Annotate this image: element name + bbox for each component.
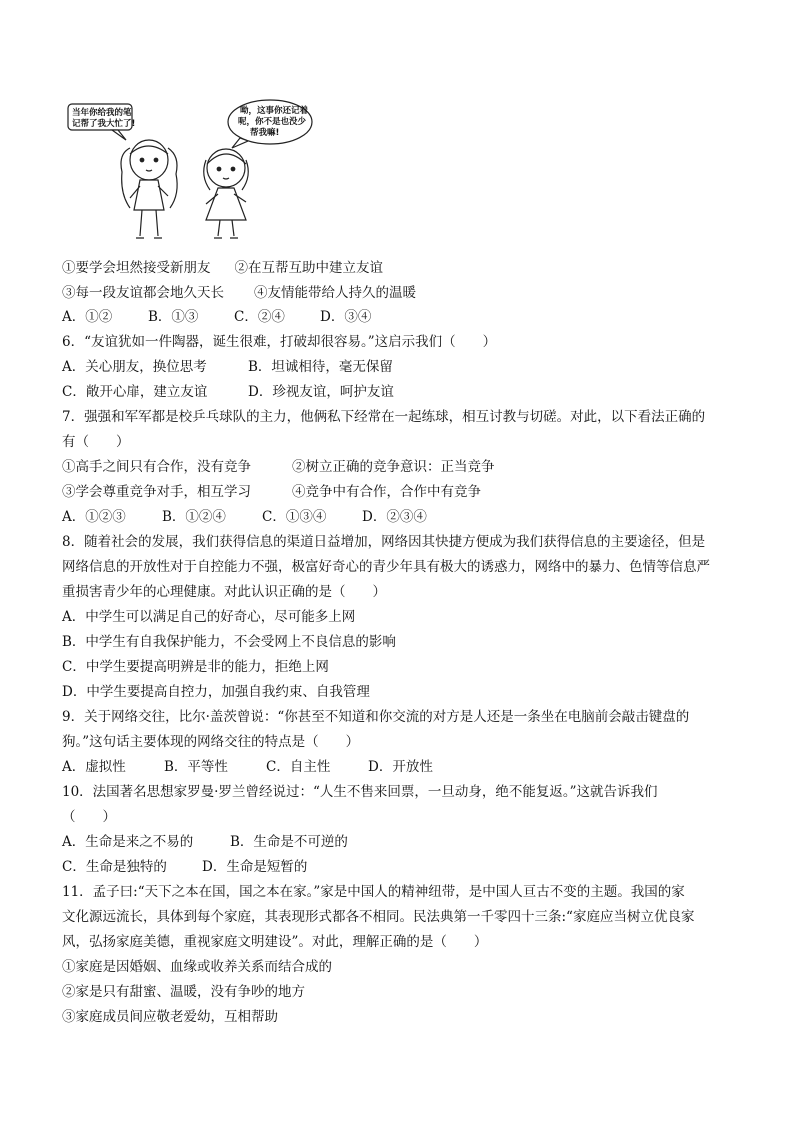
q6-option-b[interactable]: B．坦诚相待，毫无保留 (248, 359, 393, 375)
q10-stem-line-1: 10．法国著名思想家罗曼·罗兰曾经说过：“人生不售来回票，一旦动身，绝不能复返。”这就告诉我们 (62, 784, 658, 800)
q8-option-c[interactable]: C．中学生要提高明辨是非的能力，拒绝上网 (62, 659, 329, 675)
q5-option-b[interactable]: B．①③ (148, 309, 199, 325)
right-bubble-line-3: 帮我嘛! (250, 128, 280, 138)
q5-statement-2: ②在互帮互助中建立友谊 (234, 260, 383, 276)
q6-options-row-1 (62, 357, 393, 377)
right-speech-bubble (228, 100, 312, 148)
q6-option-a[interactable]: A．关心朋友，换位思考 (62, 359, 207, 375)
q10-option-c[interactable]: C．生命是独特的 (62, 859, 167, 875)
q6-stem: 6．“友谊犹如一件陶器，诞生很难，打破却很容易。”这启示我们（ ） (62, 334, 497, 350)
q8-stem-line-2: 网络信息的开放性对于自控能力不强，极富好奇心的青少年具有极大的诱惑力，网络中的暴力、色情等信息严 (62, 559, 710, 575)
q5-option-a[interactable]: A．①② (62, 309, 113, 325)
q5-option-c[interactable]: C．②④ (234, 309, 285, 325)
q7-statements-row-1 (62, 457, 495, 477)
q9-option-c[interactable]: C．自主性 (266, 759, 331, 775)
q5-option-d[interactable]: D．③④ (320, 309, 372, 325)
q8-option-b[interactable]: B．中学生有自我保护能力，不会受网上不良信息的影响 (62, 634, 396, 650)
q5-statements-row-2 (62, 283, 416, 303)
q11-statement-3: ③家庭成员间应敬老爱幼，互相帮助 (62, 1009, 278, 1025)
q6-option-c[interactable]: C．敞开心扉，建立友谊 (62, 384, 208, 400)
q9-options (62, 757, 433, 777)
q11-stem-line-3: 风，弘扬家庭美德，重视家庭文明建设”。对此，理解正确的是（ ） (62, 934, 488, 950)
q7-statement-1: ①高手之间只有合作，没有竞争 (62, 459, 251, 475)
q7-options (62, 507, 427, 527)
q5-statements-row-1 (62, 258, 383, 278)
q10-options-row-2 (62, 857, 307, 877)
q7-statement-3: ③学会尊重竞争对手，相互学习 (62, 484, 251, 500)
q5-statement-4: ④友情能带给人持久的温暖 (254, 285, 416, 301)
left-bubble-line-2: 记帮了我大忙了! (72, 119, 136, 129)
friends-illustration (60, 98, 330, 248)
q8-stem-line-3: 重损害青少年的心理健康。对此认识正确的是（ ） (62, 584, 386, 600)
q8-option-d[interactable]: D．中学生要提高自控力，加强自我约束、自我管理 (62, 684, 370, 700)
q7-statements-row-2 (62, 482, 481, 502)
q11-stem-line-2: 文化源远流长，具体到每个家庭，其表现形式都各不相同。民法典第一千零四十三条:“家庭应当树立优良家 (62, 909, 695, 925)
q5-statement-1: ①要学会坦然接受新朋友 (62, 260, 211, 276)
right-girl-figure (204, 149, 249, 238)
q9-option-d[interactable]: D．开放性 (368, 759, 433, 775)
q10-option-a[interactable]: A．生命是来之不易的 (62, 834, 194, 850)
q11-statement-2: ②家是只有甜蜜、温暖，没有争吵的地方 (62, 984, 305, 1000)
q6-option-d[interactable]: D．珍视友谊，呵护友谊 (248, 384, 394, 400)
q6-options-row-2 (62, 382, 394, 402)
right-bubble-line-2: 呢，你不是也没少 (238, 117, 307, 127)
q7-option-d[interactable]: D．②③④ (362, 509, 427, 525)
q7-option-c[interactable]: C．①③④ (262, 509, 327, 525)
q8-stem-line-1: 8．随着社会的发展，我们获得信息的渠道日益增加，网络因其快捷方便成为我们获得信息的主要途径，但是 (62, 534, 706, 550)
left-bubble-line-1: 当年你给我的笔 (72, 108, 132, 118)
q9-option-a[interactable]: A．虚拟性 (62, 759, 126, 775)
q7-statement-4: ④竞争中有合作，合作中有竞争 (292, 484, 481, 500)
q7-stem-line-2: 有（ ） (62, 434, 130, 450)
q7-stem-line-1: 7．强强和军军都是校乒乓球队的主力，他俩私下经常在一起练球，相互讨教与切磋。对此，以下看法正确的 (62, 409, 706, 425)
q7-option-b[interactable]: B．①②④ (162, 509, 226, 525)
q11-statement-1: ①家庭是因婚姻、血缘或收养关系而结合成的 (62, 959, 332, 975)
q10-option-b[interactable]: B．生命是不可逆的 (230, 834, 348, 850)
q10-stem-line-2: （ ） (62, 809, 116, 825)
q9-option-b[interactable]: B．平等性 (164, 759, 228, 775)
q5-options (62, 307, 371, 327)
q10-option-d[interactable]: D．生命是短暂的 (202, 859, 308, 875)
q9-stem-line-2: 狗。”这句话主要体现的网络交往的特点是（ ） (62, 734, 360, 750)
q8-option-a[interactable]: A．中学生可以满足自己的好奇心，尽可能多上网 (62, 609, 356, 625)
q10-options-row-1 (62, 832, 348, 852)
right-bubble-line-1: 呦，这事你还记着 (240, 106, 309, 116)
left-speech-bubble (68, 104, 135, 140)
q7-option-a[interactable]: A．①②③ (62, 509, 126, 525)
q5-statement-3: ③每一段友谊都会地久天长 (62, 285, 224, 301)
q7-statement-2: ②树立正确的竞争意识：正当竞争 (292, 459, 495, 475)
left-girl-figure (121, 140, 177, 238)
q11-stem-line-1: 11．孟子曰:“天下之本在国，国之本在家。”家是中国人的精神纽带，是中国人亘古不变的主题。我国的家 (62, 884, 685, 900)
q9-stem-line-1: 9．关于网络交往，比尔·盖茨曾说：“你甚至不知道和你交流的对方是人还是一条坐在电脑前会敲击键盘的 (62, 709, 690, 725)
